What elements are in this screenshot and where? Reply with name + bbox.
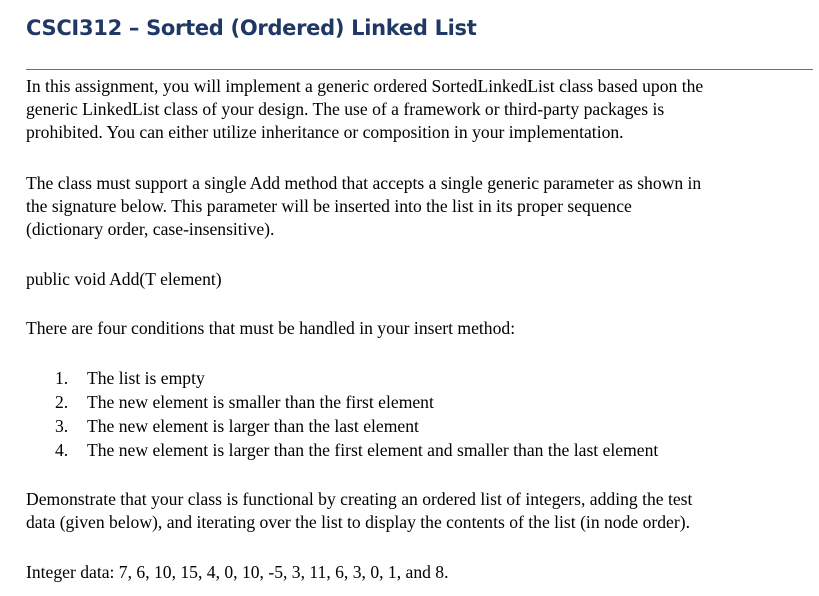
conditions-list (55, 366, 658, 462)
list-item (55, 414, 658, 438)
list-item-text: The new element is larger than the first element and smaller than the last element (87, 440, 659, 460)
list-item (55, 438, 658, 462)
conditions-intro-text: There are four conditions that must be handled in your insert method: (26, 318, 516, 338)
intro-line: In this assignment, you will implement a generic ordered SortedLinkedList class based upon the (26, 76, 704, 96)
document-title: CSCI312 – Sorted (Ordered) Linked List (26, 16, 477, 40)
requirement-paragraph (26, 172, 701, 241)
intro-paragraph (26, 75, 703, 144)
conditions-intro (26, 317, 515, 340)
requirement-line: the signature below. This parameter will be inserted into the list in its proper sequence (26, 196, 632, 216)
list-item-number: 1. (55, 368, 69, 388)
list-item-number: 3. (55, 416, 69, 436)
requirement-line: The class must support a single Add method that accepts a single generic parameter as shown in (26, 173, 702, 193)
method-signature (26, 268, 222, 291)
title-divider (26, 69, 813, 70)
integer-data-text: Integer data: 7, 6, 10, 15, 4, 0, 10, -5, 3, 11, 6, 3, 0, 1, and 8. (26, 562, 449, 582)
list-item-text: The new element is larger than the last element (87, 416, 419, 436)
requirement-line: (dictionary order, case-insensitive). (26, 219, 275, 239)
demonstrate-line: data (given below), and iterating over the list to display the contents of the list (in node order). (26, 512, 690, 532)
list-item-number: 2. (55, 392, 69, 412)
integer-data (26, 561, 449, 584)
demonstrate-paragraph (26, 488, 692, 534)
list-item-text: The list is empty (87, 368, 205, 388)
list-item-text: The new element is smaller than the first element (87, 392, 434, 412)
list-item-number: 4. (55, 440, 69, 460)
signature-text: public void Add(T element) (26, 269, 222, 289)
intro-line: prohibited. You can either utilize inheritance or composition in your implementation. (26, 122, 624, 142)
intro-line: generic LinkedList class of your design. The use of a framework or third-party packages is (26, 99, 665, 119)
list-item (55, 390, 658, 414)
demonstrate-line: Demonstrate that your class is functional by creating an ordered list of integers, adding the test (26, 489, 693, 509)
list-item (55, 366, 658, 390)
